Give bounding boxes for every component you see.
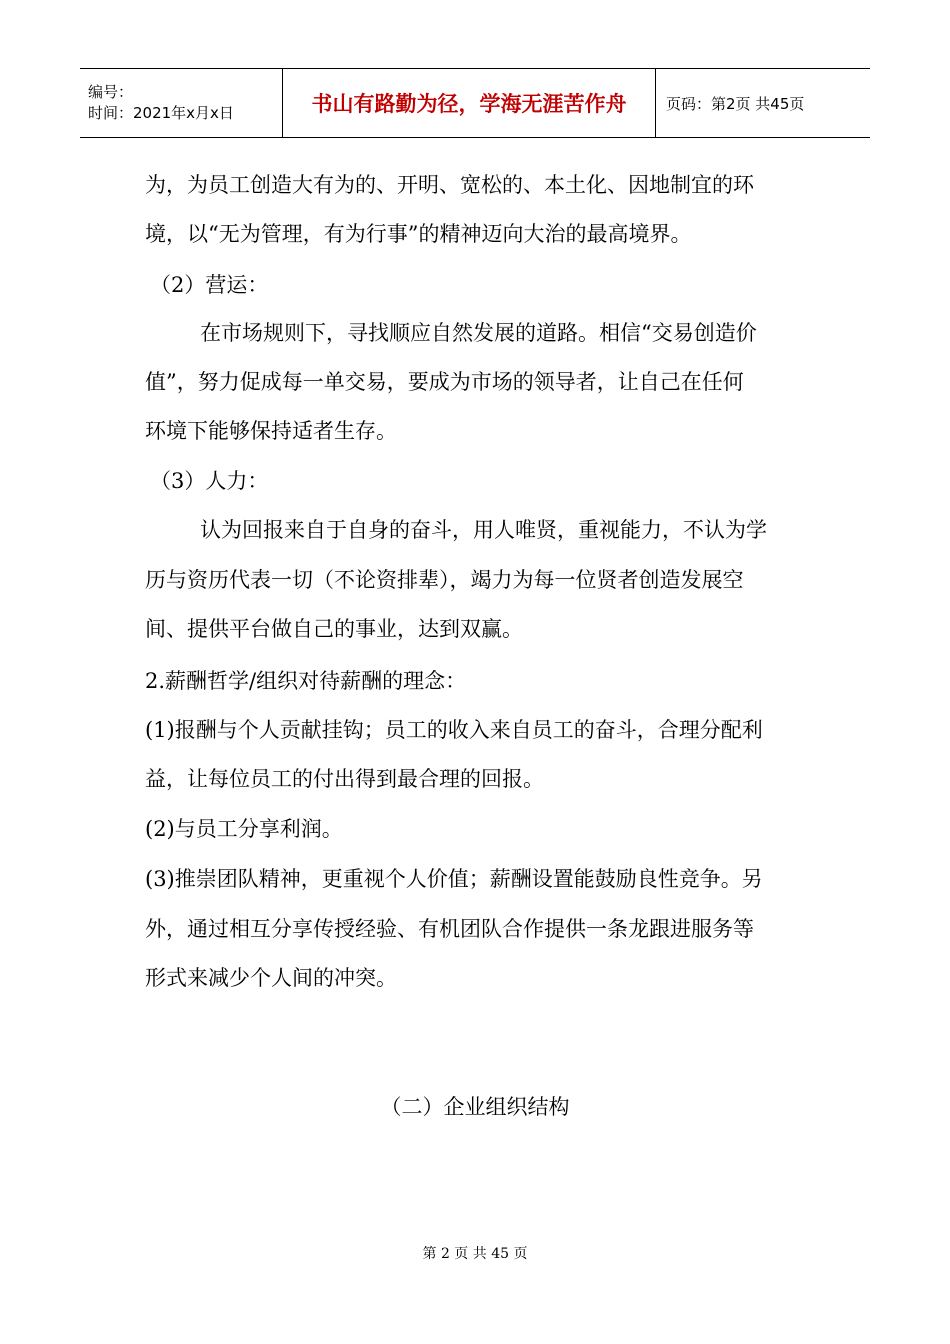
list-item-line: 形式来减少个人间的冲突。 bbox=[145, 966, 397, 990]
document-number-label: 编号： bbox=[88, 83, 134, 101]
list-item-line: (2)与员工分享利润。 bbox=[145, 817, 343, 841]
paragraph-line: 值”，努力促成每一单交易，要成为市场的领导者，让自己在任何 bbox=[145, 370, 744, 394]
document-header bbox=[80, 68, 870, 138]
paragraph-line: 认为回报来自于自身的奋斗，用人唯贤，重视能力，不认为学 bbox=[200, 518, 767, 542]
paragraph-line: 为，为员工创造大有为的、开明、宽松的、本土化、因地制宜的环 bbox=[145, 173, 754, 197]
section-title: （二）企业组织结构 bbox=[380, 1095, 570, 1119]
header-meta bbox=[80, 69, 283, 137]
paragraph-line: 境，以“无为管理，有为行事”的精神迈向大治的最高境界。 bbox=[145, 222, 692, 246]
header-page-info: 页码：第2页 共45页 bbox=[666, 94, 805, 113]
subheading-compensation-philosophy: 2.薪酬哲学/组织对待薪酬的理念： bbox=[145, 669, 467, 693]
paragraph-line: 历与资历代表一切（不论资排辈），竭力为每一位贤者创造发展空 bbox=[145, 568, 744, 592]
subheading-human-resources: （3）人力： bbox=[150, 469, 269, 493]
list-item-line: (1)报酬与个人贡献挂钩；员工的收入来自员工的奋斗，合理分配利 bbox=[145, 718, 763, 742]
paragraph-line: 间、提供平台做自己的事业，达到双赢。 bbox=[145, 617, 523, 641]
header-motto: 书山有路勤为径，学海无涯苦作舟 bbox=[311, 92, 627, 116]
list-item-line: (3)推崇团队精神，更重视个人价值；薪酬设置能鼓励良性竞争。另 bbox=[145, 867, 763, 891]
header-motto-cell bbox=[283, 69, 656, 137]
paragraph-line: 环境下能够保持适者生存。 bbox=[145, 419, 397, 443]
document-date: 时间：2021年x月x日 bbox=[88, 104, 234, 122]
page-footer: 第 2 页 共 45 页 bbox=[422, 1246, 528, 1262]
list-item-line: 外，通过相互分享传授经验、有机团队合作提供一条龙跟进服务等 bbox=[145, 917, 754, 941]
subheading-operations: （2）营运： bbox=[150, 273, 269, 297]
list-item-line: 益，让每位员工的付出得到最合理的回报。 bbox=[145, 767, 544, 791]
paragraph-line: 在市场规则下，寻找顺应自然发展的道路。相信“交易创造价 bbox=[200, 321, 757, 345]
header-page-info-cell bbox=[656, 69, 870, 137]
